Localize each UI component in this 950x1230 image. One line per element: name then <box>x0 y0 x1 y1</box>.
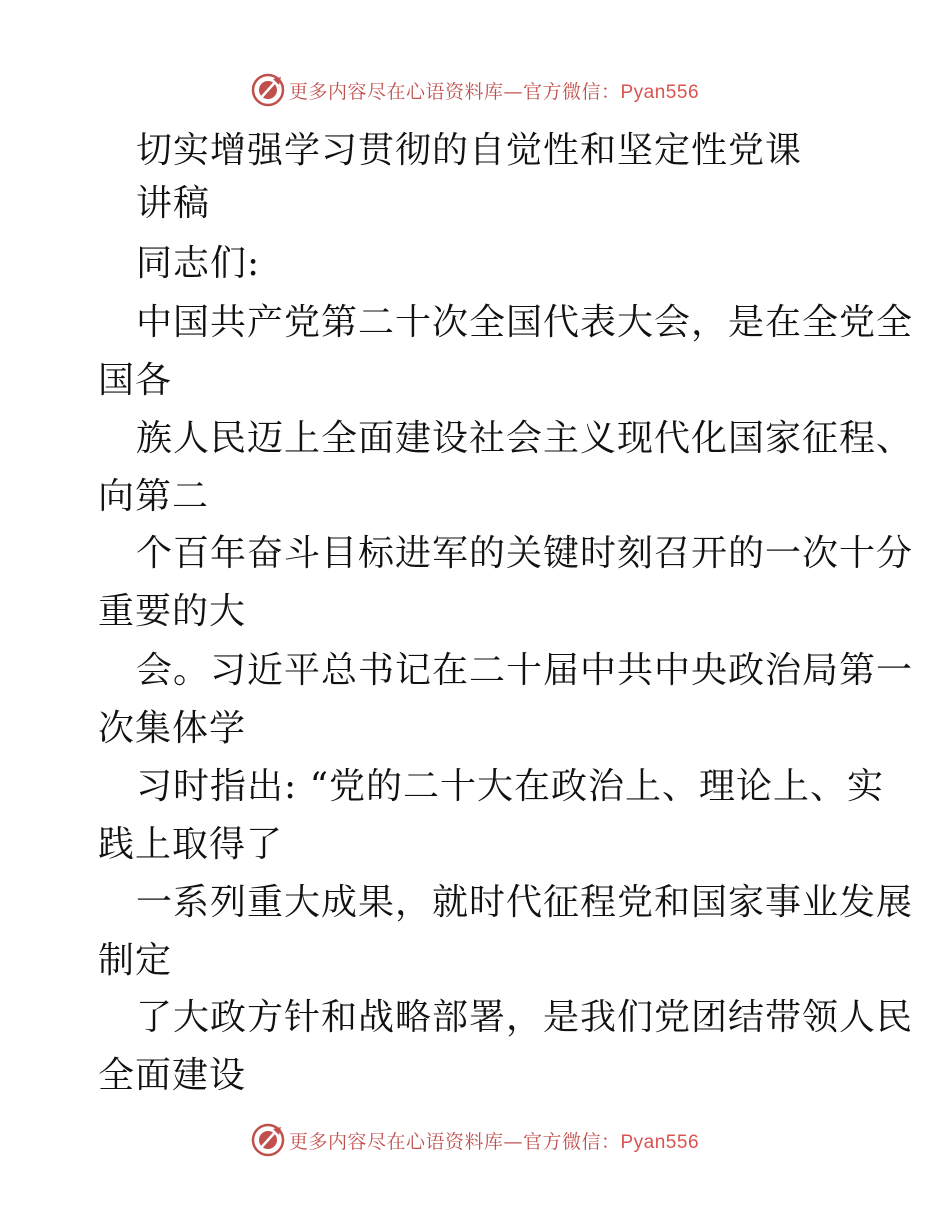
text-line: 重要的大 <box>98 591 247 632</box>
title-line-2: 讲稿 <box>136 183 211 224</box>
quill-seal-icon <box>251 1123 285 1157</box>
text-line: 制定 <box>98 940 173 981</box>
watermark-text: 更多内容尽在心语资料库—官方微信： <box>288 80 621 103</box>
footer-watermark <box>0 1120 950 1160</box>
watermark-handle: Pyan556 <box>620 1131 700 1153</box>
watermark-handle: Pyan556 <box>620 81 700 103</box>
title-line-1: 切实增强学习贯彻的自觉性和坚定性党课 <box>136 130 803 171</box>
text-line: 个百年奋斗目标进军的关键时刻召开的一次十分 <box>136 533 914 574</box>
quill-seal-icon <box>251 73 285 107</box>
text-line: 一系列重大成果，就时代征程党和国家事业发展 <box>136 882 914 923</box>
text-line: 会。习近平总书记在二十届中共中央政治局第一 <box>136 650 914 691</box>
text-line: 习时指出: “党的二十大在政治上、理论上、实 <box>136 766 884 807</box>
watermark-text: 更多内容尽在心语资料库—官方微信： <box>288 1130 621 1153</box>
text-line: 了大政方针和战略部署，是我们党团结带领人民 <box>136 997 914 1038</box>
text-line: 中国共产党第二十次全国代表大会，是在全党全 <box>136 302 914 343</box>
text-line: 族人民迈上全面建设社会主义现代化国家征程、 <box>136 418 914 459</box>
text-line: 践上取得了 <box>98 824 284 865</box>
text-line: 全面建设 <box>98 1055 247 1096</box>
salutation: 同志们: <box>136 243 261 284</box>
text-line: 次集体学 <box>98 708 247 749</box>
header-watermark <box>0 70 950 110</box>
text-line: 国各 <box>98 360 173 401</box>
text-line: 向第二 <box>98 476 210 517</box>
